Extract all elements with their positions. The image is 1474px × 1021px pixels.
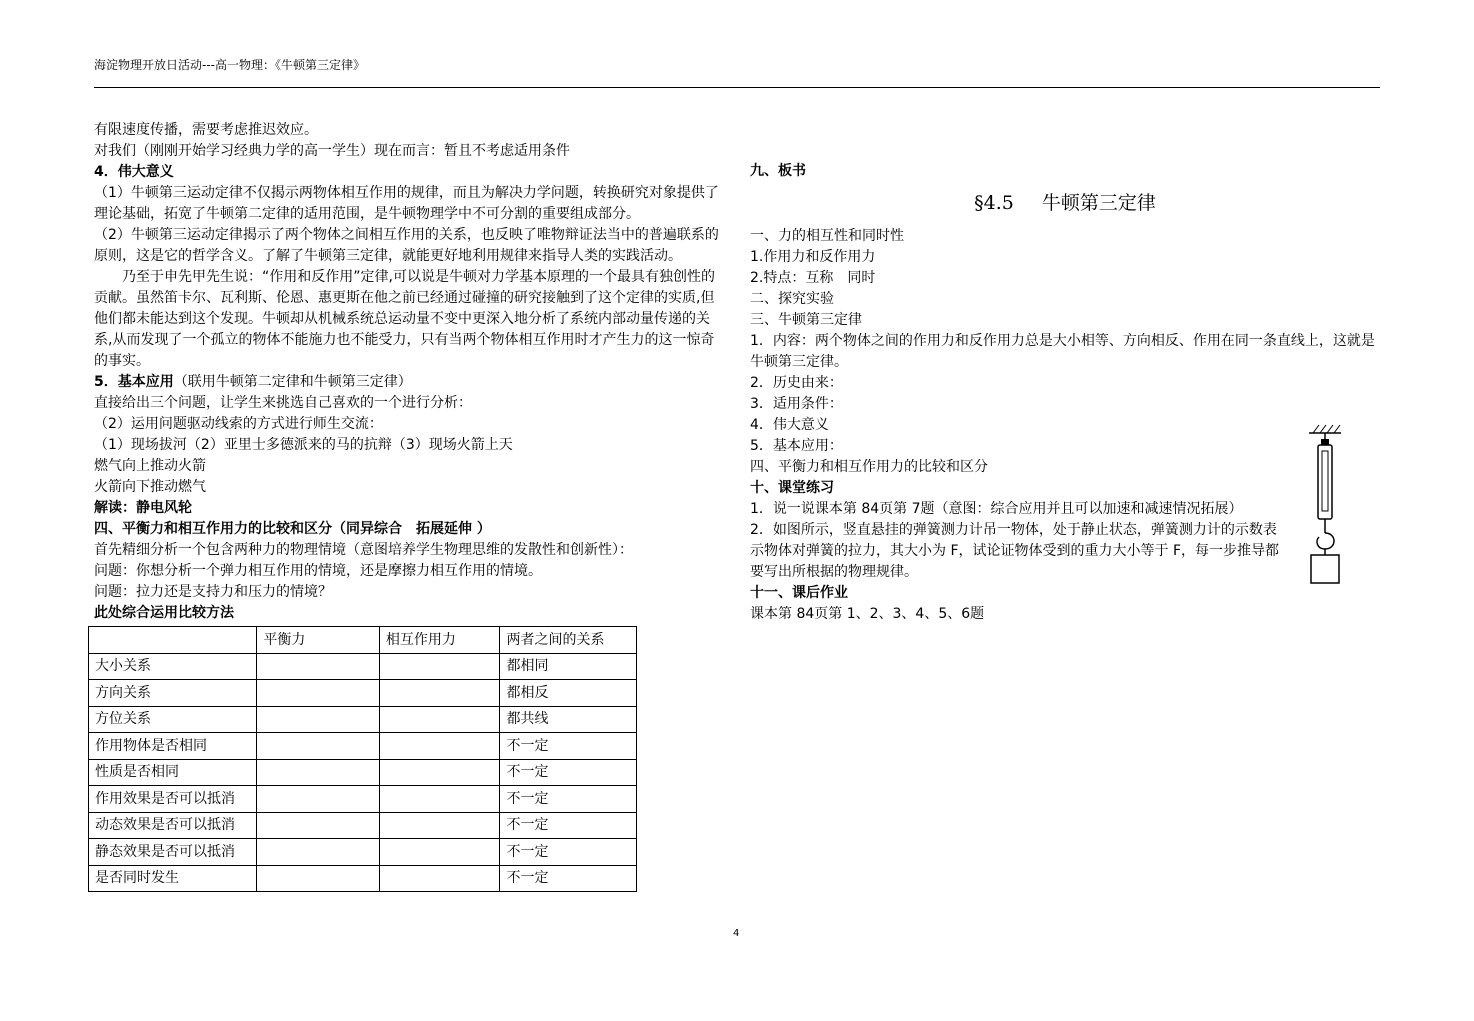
text-line: 直接给出三个问题，让学生来挑选自己喜欢的一个进行分析：: [94, 395, 472, 411]
table-row: [89, 680, 637, 707]
table-cell: 都相反: [500, 680, 637, 707]
table-header-cell: [89, 627, 257, 654]
table-cell: 大小关系: [89, 653, 257, 680]
homework-line: 课本第 84页第 1、2、3、4、5、6题: [750, 606, 985, 622]
text-line: 问题：你想分析一个弹力相互作用的情境，还是摩擦力相互作用的情境。: [94, 563, 542, 579]
spring-scale-with-block-icon: [1305, 423, 1345, 587]
table-cell: 不一定: [500, 786, 637, 813]
table-row: [89, 812, 637, 839]
table-header-cell: 相互作用力: [379, 627, 500, 654]
board-title-text: 牛顿第三定律: [1041, 192, 1156, 214]
text-line: （1）现场拔河（2）亚里士多德派来的马的抗辩（3）现场火箭上天: [94, 437, 513, 453]
section-10-title: 十、课堂练习: [750, 480, 834, 496]
board-line: 4．伟大意义: [750, 417, 829, 433]
text-line: 燃气向上推动火箭: [94, 458, 206, 474]
table-header-cell: 平衡力: [257, 627, 380, 654]
board-line: 5．基本应用：: [750, 438, 843, 454]
text-line: 有限速度传播，需要考虑推迟效应。: [94, 122, 318, 138]
text-line: 首先精细分析一个包含两种力的物理情境（意图培养学生物理思维的发散性和创新性）：: [94, 542, 633, 558]
table-cell: 不一定: [500, 733, 637, 760]
right-column: [750, 161, 1380, 625]
section-four-title: 四、平衡力和相互作用力的比较和区分（同异综合 拓展延伸 ）: [94, 521, 491, 537]
board-line: 一、力的相互性和同时性: [750, 228, 904, 244]
table-cell: [257, 733, 380, 760]
table-cell: 不一定: [500, 839, 637, 866]
table-cell: 静态效果是否可以抵消: [89, 839, 257, 866]
left-column: [94, 120, 724, 892]
header-divider: [94, 87, 1380, 88]
table-cell: [379, 839, 500, 866]
comparison-table: [88, 626, 637, 892]
table-row: [89, 733, 637, 760]
table-cell: [379, 812, 500, 839]
board-line: 3．适用条件：: [750, 396, 843, 412]
paragraph-significance-1: （1）牛顿第三运动定律不仅揭示两物体相互作用的规律，而且为解决力学问题，转换研究对象提供了理论基础，拓宽了牛顿第二定律的适用范围，是牛顿物理学中不可分割的重要组成部分。: [94, 185, 719, 222]
board-law-content: 1．内容：两个物体之间的作用力和反作用力总是大小相等、方向相反、作用在同一条直线上，这就是牛顿第三定律。: [750, 333, 1375, 370]
table-cell: 方位关系: [89, 706, 257, 733]
table-cell: [257, 839, 380, 866]
section-5-title: 5．基本应用: [94, 374, 174, 390]
table-cell: [257, 653, 380, 680]
table-cell: [257, 786, 380, 813]
table-cell: 都相同: [500, 653, 637, 680]
table-row: [89, 759, 637, 786]
section-9-title: 九、板书: [750, 163, 806, 179]
table-header-cell: 两者之间的关系: [500, 627, 637, 654]
text-line: 火箭向下推动燃气: [94, 479, 206, 495]
table-cell: [257, 812, 380, 839]
board-line: 二、探究实验: [750, 291, 834, 307]
compare-title: 此处综合运用比较方法: [94, 605, 234, 621]
board-line: 2．历史由来：: [750, 375, 843, 391]
table-cell: [379, 865, 500, 892]
exercise-2: 2．如图所示，竖直悬挂的弹簧测力计吊一物体，处于静止状态，弹簧测力计的示数表示物体对弹簧的拉力，其大小为 F，试论证物体受到的重力大小等于 F，每一步推导都要写出所根据的物理规律。: [750, 522, 1280, 580]
board-section-number: §4.5: [974, 192, 1014, 214]
table-cell: 不一定: [500, 759, 637, 786]
table-cell: 作用物体是否相同: [89, 733, 257, 760]
table-cell: [379, 759, 500, 786]
page-number: 4: [733, 928, 740, 939]
paragraph-significance-2: （2）牛顿第三运动定律揭示了两个物体之间相互作用的关系，也反映了唯物辩证法当中的普遍联系的原则，这是它的哲学含义。了解了牛顿第三定律，就能更好地利用规律来指导人类的实践活动。: [94, 227, 719, 264]
table-cell: [257, 865, 380, 892]
table-cell: 是否同时发生: [89, 865, 257, 892]
paragraph-quote: 乃至于申先甲先生说：“作用和反作用”定律,可以说是牛顿对力学基本原理的一个最具有独创性的贡献。虽然笛卡尔、瓦利斯、伦恩、惠更斯在他之前已经通过碰撞的研究接触到了这个定律的实质,但他们都未能达到这个发现。牛顿却从机械系统总运动量不变中更深入地分析了系统内部动量传递的关系,从而发现了一个孤立的物体不能施力也不能受力，只有当两个物体相互作用时才产生力的这一惊奇的事实。: [94, 269, 715, 369]
table-row: [89, 706, 637, 733]
table-cell: [379, 733, 500, 760]
table-cell: [257, 680, 380, 707]
section-5-heading: [94, 372, 724, 393]
table-cell: 动态效果是否可以抵消: [89, 812, 257, 839]
table-cell: [379, 786, 500, 813]
table-header-row: [89, 627, 637, 654]
table-cell: [379, 653, 500, 680]
table-row: [89, 786, 637, 813]
table-cell: 性质是否相同: [89, 759, 257, 786]
exercise-1: 1．说一说课本第 84页第 7题（意图：综合应用并且可以加速和减速情况拓展）: [750, 501, 1243, 517]
board-title: [750, 188, 1380, 218]
table-cell: [257, 706, 380, 733]
table-row: [89, 653, 637, 680]
board-line: 三、牛顿第三定律: [750, 312, 862, 328]
text-line: （2）运用问题驱动线索的方式进行师生交流：: [94, 416, 383, 432]
header-title: 海淀物理开放日活动---高一物理：《牛顿第三定律》: [94, 58, 365, 72]
table-cell: 方向关系: [89, 680, 257, 707]
text-line: 对我们（刚刚开始学习经典力学的高一学生）现在而言：暂且不考虑适用条件: [94, 143, 570, 159]
table-cell: [379, 680, 500, 707]
section-11-title: 十一、课后作业: [750, 585, 848, 601]
table-row: [89, 865, 637, 892]
table-cell: 不一定: [500, 865, 637, 892]
text-line: 问题：拉力还是支持力和压力的情境？: [94, 584, 332, 600]
table-cell: [379, 706, 500, 733]
board-line: 1.作用力和反作用力: [750, 249, 876, 265]
table-row: [89, 839, 637, 866]
interpretation-line: 解读：静电风轮: [94, 500, 192, 516]
table-cell: 不一定: [500, 812, 637, 839]
table-cell: [257, 759, 380, 786]
section-5-note: （联用牛顿第二定律和牛顿第三定律）: [173, 374, 412, 390]
table-cell: 作用效果是否可以抵消: [89, 786, 257, 813]
table-cell: 都共线: [500, 706, 637, 733]
board-line: 2.特点：互称 同时: [750, 270, 876, 286]
board-line: 四、平衡力和相互作用力的比较和区分: [750, 459, 988, 475]
section-4-title: 4．伟大意义: [94, 164, 174, 180]
